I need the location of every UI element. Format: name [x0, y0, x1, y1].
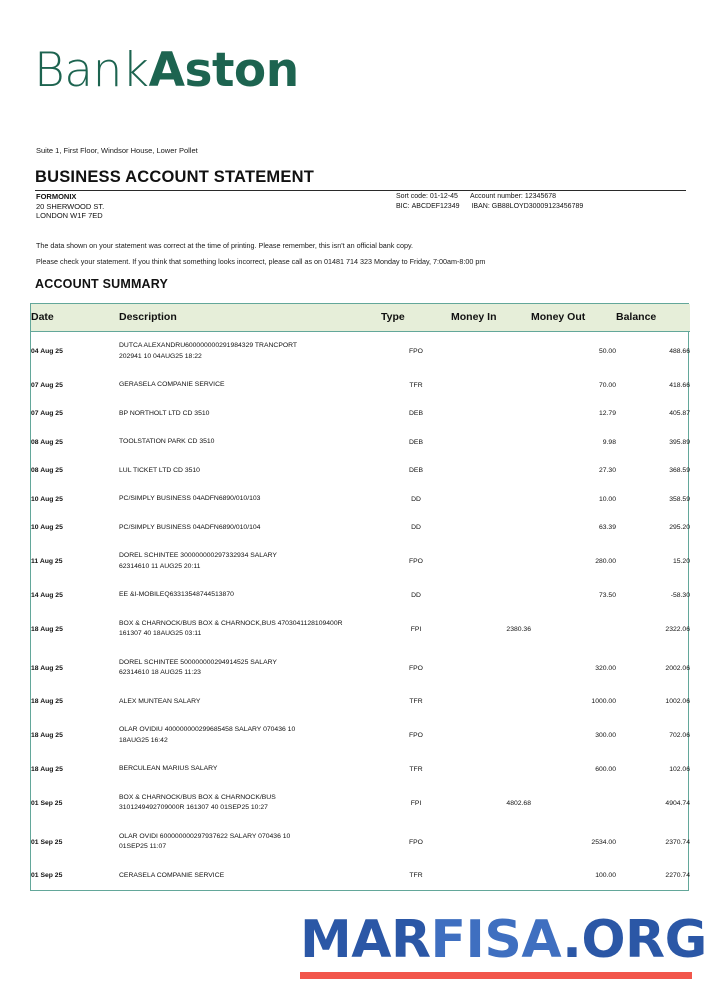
- cell-money-out: 100.00: [595, 872, 616, 880]
- cell-money-out: 50.00: [598, 348, 616, 355]
- cell-money-out: 10.00: [598, 495, 616, 503]
- account-number-label: Account number:: [469, 193, 523, 200]
- watermark-part3: .ORG: [562, 910, 707, 970]
- notice-line-2: Please check your statement. If you think that something looks incorrect, please call as on 01481 714 323 Monday to Friday, 7:00am-8:00 pm: [36, 257, 486, 266]
- column-header-description: Description: [119, 304, 381, 332]
- cell-description: [119, 862, 381, 891]
- cell-money-in: [451, 485, 531, 514]
- cell-description: [119, 688, 381, 717]
- cell-balance: 395.89: [669, 438, 690, 446]
- transactions-table-container: [30, 303, 689, 891]
- account-number-value: 12345678: [524, 193, 557, 200]
- cell-type: TFR: [409, 872, 423, 880]
- table-header-row: [31, 304, 690, 332]
- cell-type: TFR: [409, 698, 423, 706]
- table-row: [31, 542, 690, 581]
- description-line-1: BP NORTHOLT LTD CD 3510: [119, 409, 210, 417]
- cell-money-in: [451, 428, 531, 457]
- cell-balance: 488.66: [669, 348, 690, 355]
- customer-address-line2: LONDON W1F 7ED: [36, 211, 103, 221]
- description-line-1: PC/SIMPLY BUSINESS 04ADFN6890/010/103: [119, 495, 261, 502]
- description-line-2: 62314610 18 AUG25 11:23: [119, 669, 201, 676]
- cell-date: 07 Aug 25: [31, 410, 63, 418]
- section-title-account-summary: ACCOUNT SUMMARY: [35, 277, 169, 291]
- cell-date: 18 Aug 25: [31, 625, 63, 633]
- cell-description: [119, 428, 381, 457]
- cell-money-out: 73.50: [598, 591, 616, 599]
- page-title: BUSINESS ACCOUNT STATEMENT: [35, 168, 314, 186]
- description-line-1: OLAR OVIDI 600000000297937622 SALARY 070436 10: [119, 832, 291, 840]
- table-row: [31, 428, 690, 457]
- cell-date: 11 Aug 25: [31, 558, 63, 565]
- cell-date: 10 Aug 25: [31, 524, 63, 532]
- cell-date: 07 Aug 25: [31, 381, 63, 389]
- table-row: [31, 610, 690, 649]
- description-line-1: BOX & CHARNOCK/BUS BOX & CHARNOCK,BUS 4703041128109400R: [119, 619, 343, 627]
- cell-type: TFR: [409, 765, 423, 773]
- cell-money-out: 300.00: [595, 732, 616, 739]
- table-row: [31, 514, 690, 543]
- table-row: [31, 784, 690, 823]
- cell-money-out: 63.39: [598, 524, 616, 532]
- cell-money-in: [451, 371, 531, 400]
- column-header-type: Type: [381, 304, 451, 332]
- bic-value: ABCDEF12349: [411, 203, 460, 210]
- cell-type: FPO: [409, 732, 423, 739]
- cell-balance: 4904.74: [665, 799, 690, 807]
- cell-money-out: [531, 784, 616, 823]
- description-line-1: BERCULEAN MARIUS SALARY: [119, 765, 218, 772]
- cell-date: 18 Aug 25: [31, 765, 63, 773]
- cell-type: TFR: [409, 381, 423, 389]
- table-row: [31, 485, 690, 514]
- cell-balance: 702.06: [669, 732, 690, 739]
- cell-type: DD: [411, 591, 421, 599]
- description-line-2: 01SEP25 11:07: [119, 843, 167, 850]
- cell-balance: 358.59: [669, 495, 690, 503]
- cell-description: [119, 610, 381, 649]
- description-line-1: OLAR OVIDIU 400000000299685458 SALARY 070436 10: [119, 726, 296, 733]
- column-header-money-in: Money In: [451, 304, 531, 332]
- cell-balance: -58.30: [670, 591, 690, 599]
- watermark-part1: MAR: [300, 910, 431, 970]
- table-row: [31, 823, 690, 862]
- cell-date: 04 Aug 25: [31, 348, 63, 355]
- cell-money-in: [451, 542, 531, 581]
- table-row: [31, 400, 690, 429]
- cell-description: [119, 485, 381, 514]
- cell-date: 14 Aug 25: [31, 591, 63, 599]
- cell-money-out: 1000.00: [591, 698, 616, 706]
- table-row: [31, 457, 690, 486]
- cell-money-in: 4802.68: [506, 799, 531, 807]
- cell-money-in: [451, 332, 531, 372]
- cell-money-in: [451, 755, 531, 784]
- column-header-balance: Balance: [616, 304, 690, 332]
- cell-date: 18 Aug 25: [31, 698, 63, 706]
- cell-balance: 1002.06: [665, 698, 690, 706]
- cell-description: [119, 581, 381, 610]
- statement-notice: [36, 238, 485, 270]
- cell-type: DD: [411, 524, 421, 532]
- cell-type: FPO: [409, 348, 423, 355]
- description-line-1: DOREL SCHINTEE 500000000294914525 SALARY: [119, 658, 277, 666]
- cell-money-in: [451, 716, 531, 755]
- cell-type: DEB: [409, 410, 423, 418]
- watermark: [300, 910, 707, 979]
- cell-balance: 418.66: [669, 381, 690, 389]
- customer-address-line1: 20 SHERWOOD ST.: [36, 201, 105, 211]
- column-header-money-out: Money Out: [531, 304, 616, 332]
- cell-description: [119, 716, 381, 755]
- cell-money-out: 12.79: [598, 410, 616, 418]
- cell-date: 08 Aug 25: [31, 438, 63, 446]
- cell-money-out: [531, 610, 616, 649]
- bic-label: BIC:: [396, 203, 410, 210]
- description-line-2: 202941 10 04AUG25 18:22: [119, 352, 202, 360]
- bank-logo-part2: Aston: [148, 43, 299, 98]
- cell-type: DD: [411, 495, 421, 503]
- table-row: [31, 581, 690, 610]
- table-row: [31, 862, 690, 891]
- cell-balance: 368.59: [669, 467, 690, 475]
- cell-money-in: [451, 688, 531, 717]
- cell-date: 10 Aug 25: [31, 495, 63, 503]
- cell-money-in: [451, 581, 531, 610]
- sort-code-label: Sort code:: [396, 193, 428, 200]
- description-line-1: EE &I-MOBILEQ63313548744513870: [119, 591, 234, 598]
- cell-description: [119, 755, 381, 784]
- transactions-table: [31, 304, 690, 890]
- bank-logo: [34, 42, 299, 98]
- cell-balance: 2002.06: [665, 664, 690, 672]
- watermark-part2: FISA: [430, 910, 563, 970]
- cell-money-out: 320.00: [595, 664, 616, 672]
- customer-block: [36, 192, 104, 221]
- cell-money-out: 70.00: [598, 381, 616, 389]
- account-details: [396, 192, 583, 212]
- cell-balance: 2322.06: [665, 625, 690, 633]
- cell-date: 01 Sep 25: [31, 838, 63, 846]
- iban-label: IBAN:: [471, 203, 490, 210]
- cell-description: [119, 371, 381, 400]
- cell-money-out: 27.30: [598, 467, 616, 475]
- cell-type: FPO: [409, 664, 423, 672]
- column-header-date: Date: [31, 304, 119, 332]
- cell-money-in: [451, 400, 531, 429]
- cell-money-in: [451, 649, 531, 688]
- cell-description: [119, 514, 381, 543]
- bank-address: Suite 1, First Floor, Windsor House, Lower Pollet: [36, 146, 198, 155]
- cell-balance: 405.87: [669, 410, 690, 418]
- cell-money-in: [451, 514, 531, 543]
- transactions-table-body: [31, 332, 690, 891]
- watermark-text: [300, 910, 707, 970]
- cell-description: [119, 332, 381, 372]
- cell-type: FPO: [409, 838, 423, 846]
- description-line-1: BOX & CHARNOCK/BUS BOX & CHARNOCK/BUS: [119, 793, 276, 801]
- description-line-1: PC/SIMPLY BUSINESS 04ADFN6890/010/104: [119, 523, 261, 531]
- cell-date: 08 Aug 25: [31, 467, 63, 475]
- cell-balance: 102.06: [669, 765, 690, 773]
- table-row: [31, 688, 690, 717]
- cell-balance: 295.20: [669, 524, 690, 532]
- account-details-row-2: [396, 202, 583, 212]
- cell-money-out: 280.00: [595, 558, 616, 565]
- cell-date: 01 Sep 25: [31, 872, 63, 880]
- bank-logo-part1: Bank: [34, 43, 149, 98]
- iban-value: GB88LOYD30009123456789: [491, 203, 584, 210]
- cell-balance: 2370.74: [665, 838, 690, 846]
- cell-money-out: 2534.00: [591, 838, 616, 846]
- customer-name: FORMONIX: [36, 192, 77, 201]
- table-row: [31, 716, 690, 755]
- sort-code-value: 01-12-45: [429, 193, 458, 200]
- cell-description: [119, 457, 381, 486]
- description-line-2: 62314610 11 AUG25 20:11: [119, 562, 201, 570]
- description-line-2: 18AUG25 16:42: [119, 736, 168, 744]
- cell-description: [119, 542, 381, 581]
- cell-type: FPI: [410, 799, 422, 807]
- title-divider: [35, 190, 686, 191]
- table-row: [31, 755, 690, 784]
- description-line-1: ALEX MUNTEAN SALARY: [119, 697, 201, 705]
- table-row: [31, 649, 690, 688]
- cell-description: [119, 400, 381, 429]
- cell-date: 18 Aug 25: [31, 732, 63, 739]
- description-line-1: DOREL SCHINTEE 300000000297332934 SALARY: [119, 552, 277, 559]
- description-line-1: CERASELA COMPANIE SERVICE: [119, 871, 225, 879]
- cell-money-in: 2380.36: [506, 625, 531, 633]
- cell-description: [119, 649, 381, 688]
- cell-money-out: 600.00: [595, 765, 616, 773]
- cell-balance: 15.20: [672, 558, 690, 565]
- notice-line-1: The data shown on your statement was correct at the time of printing. Please remember, this isn't an official bank copy.: [36, 241, 414, 250]
- description-line-2: 161307 40 18AUG25 03:11: [119, 630, 202, 637]
- cell-money-in: [451, 823, 531, 862]
- cell-description: [119, 823, 381, 862]
- cell-type: DEB: [409, 467, 423, 475]
- description-line-1: DUTCA ALEXANDRU600000000291984329 TRANCPORT: [119, 342, 298, 349]
- watermark-underline-bar: [300, 972, 692, 979]
- description-line-2: 3101249492709000R 161307 40 01SEP25 10:27: [119, 804, 268, 811]
- cell-money-in: [451, 457, 531, 486]
- account-details-row-1: [396, 192, 583, 202]
- table-row: [31, 371, 690, 400]
- cell-money-out: 9.98: [602, 438, 616, 446]
- description-line-1: LUL TICKET LTD CD 3510: [119, 466, 200, 474]
- description-line-1: GERASELA COMPANIE SERVICE: [119, 381, 225, 388]
- cell-date: 18 Aug 25: [31, 664, 63, 672]
- cell-balance: 2270.74: [665, 872, 690, 880]
- table-row: [31, 332, 690, 372]
- cell-type: FPO: [409, 558, 423, 565]
- cell-description: [119, 784, 381, 823]
- cell-date: 01 Sep 25: [31, 799, 63, 807]
- cell-money-in: [451, 862, 531, 891]
- cell-type: FPI: [410, 625, 422, 633]
- cell-type: DEB: [409, 438, 423, 446]
- description-line-1: TOOLSTATION PARK CD 3510: [119, 438, 215, 445]
